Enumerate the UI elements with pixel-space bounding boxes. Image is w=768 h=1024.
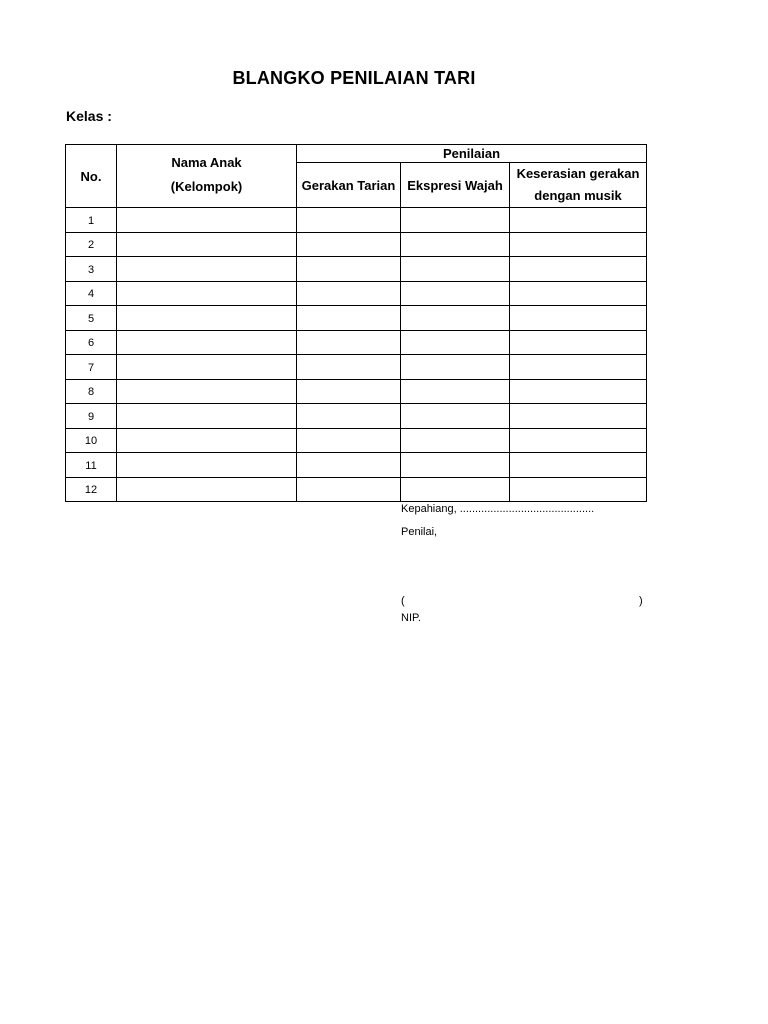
- keserasian-cell: [510, 306, 647, 331]
- table-row: [66, 232, 647, 257]
- assessment-table: [65, 144, 647, 502]
- keserasian-cell: [510, 330, 647, 355]
- ekspresi-cell: [401, 379, 510, 404]
- gerakan-cell: [297, 232, 401, 257]
- table-row: [66, 330, 647, 355]
- keserasian-cell: [510, 208, 647, 233]
- keserasian-cell: [510, 379, 647, 404]
- row-number: 12: [66, 477, 117, 502]
- ekspresi-cell: [401, 208, 510, 233]
- ekspresi-cell: [401, 281, 510, 306]
- table-row: [66, 477, 647, 502]
- nama-cell: [117, 453, 297, 478]
- header-keserasian-line1: Keserasian gerakan: [516, 166, 640, 181]
- row-number: 11: [66, 453, 117, 478]
- header-nama-line2: (Kelompok): [170, 178, 243, 194]
- table-row: [66, 379, 647, 404]
- keserasian-cell: [510, 355, 647, 380]
- nama-cell: [117, 355, 297, 380]
- row-number: 2: [66, 232, 117, 257]
- nama-cell: [117, 428, 297, 453]
- header-keserasian: [510, 163, 647, 208]
- keserasian-cell: [510, 477, 647, 502]
- paren-open: (: [401, 595, 405, 607]
- keserasian-cell: [510, 428, 647, 453]
- table-row: [66, 257, 647, 282]
- gerakan-cell: [297, 330, 401, 355]
- gerakan-cell: [297, 404, 401, 429]
- nama-cell: [117, 306, 297, 331]
- nama-cell: [117, 208, 297, 233]
- ekspresi-cell: [401, 257, 510, 282]
- nama-cell: [117, 257, 297, 282]
- table-row: [66, 208, 647, 233]
- penilai-label: Penilai,: [401, 526, 438, 538]
- gerakan-cell: [297, 477, 401, 502]
- ekspresi-cell: [401, 428, 510, 453]
- place-date-line: Kepahiang, ............................................: [401, 503, 595, 515]
- gerakan-cell: [297, 428, 401, 453]
- keserasian-cell: [510, 453, 647, 478]
- ekspresi-cell: [401, 330, 510, 355]
- table-row: [66, 355, 647, 380]
- ekspresi-cell: [401, 404, 510, 429]
- row-number: 6: [66, 330, 117, 355]
- header-gerakan-tarian: Gerakan Tarian: [297, 163, 401, 208]
- header-keserasian-line2: dengan musik: [534, 188, 622, 203]
- row-number: 3: [66, 257, 117, 282]
- nama-cell: [117, 404, 297, 429]
- ekspresi-cell: [401, 477, 510, 502]
- keserasian-cell: [510, 232, 647, 257]
- row-number: 8: [66, 379, 117, 404]
- table-row: [66, 281, 647, 306]
- document-title: BLANGKO PENILAIAN TARI: [232, 68, 476, 88]
- ekspresi-cell: [401, 453, 510, 478]
- kelas-label: Kelas :: [66, 108, 112, 124]
- keserasian-cell: [510, 404, 647, 429]
- header-nama-anak: [117, 145, 297, 208]
- keserasian-cell: [510, 257, 647, 282]
- gerakan-cell: [297, 281, 401, 306]
- ekspresi-cell: [401, 232, 510, 257]
- gerakan-cell: [297, 208, 401, 233]
- gerakan-cell: [297, 355, 401, 380]
- nip-label: NIP.: [401, 612, 421, 624]
- ekspresi-cell: [401, 355, 510, 380]
- ekspresi-cell: [401, 306, 510, 331]
- row-number: 10: [66, 428, 117, 453]
- gerakan-cell: [297, 453, 401, 478]
- nama-cell: [117, 232, 297, 257]
- nama-cell: [117, 477, 297, 502]
- row-number: 7: [66, 355, 117, 380]
- keserasian-cell: [510, 281, 647, 306]
- table-row: [66, 404, 647, 429]
- nama-cell: [117, 330, 297, 355]
- gerakan-cell: [297, 379, 401, 404]
- gerakan-cell: [297, 257, 401, 282]
- table-row: [66, 428, 647, 453]
- nama-cell: [117, 379, 297, 404]
- row-number: 1: [66, 208, 117, 233]
- header-nama-line1: Nama Anak: [171, 154, 242, 170]
- header-penilaian: Penilaian: [297, 145, 647, 163]
- row-number: 5: [66, 306, 117, 331]
- table-row: [66, 306, 647, 331]
- table-row: [66, 453, 647, 478]
- header-no: No.: [66, 145, 117, 208]
- gerakan-cell: [297, 306, 401, 331]
- header-ekspresi-wajah: Ekspresi Wajah: [401, 163, 510, 208]
- paren-close: ): [639, 595, 643, 607]
- row-number: 9: [66, 404, 117, 429]
- nama-cell: [117, 281, 297, 306]
- row-number: 4: [66, 281, 117, 306]
